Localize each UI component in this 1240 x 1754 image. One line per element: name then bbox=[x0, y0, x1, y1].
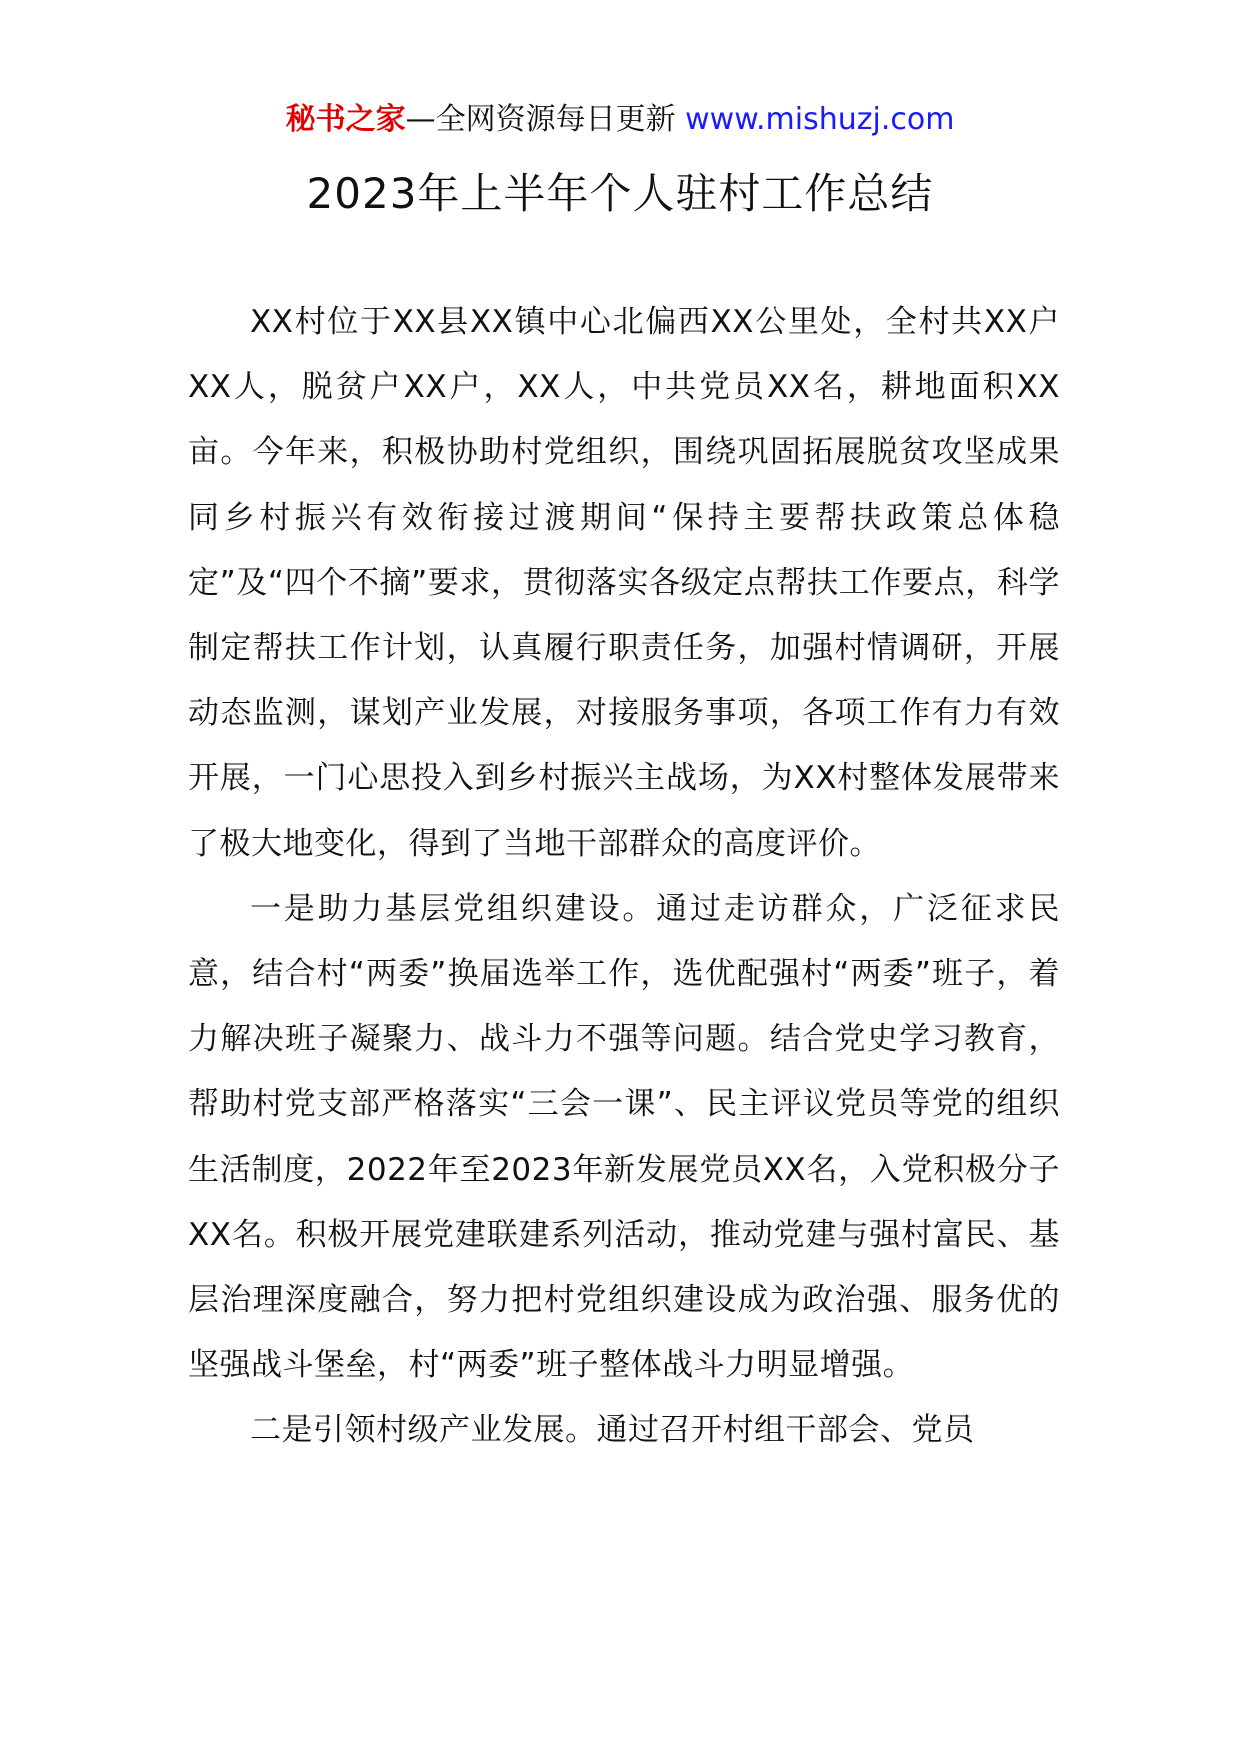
paragraph-intro: XX村位于XX县XX镇中心北偏西XX公里处，全村共XX户XX人，脱贫户XX户，XX人，中共党员XX名，耕地面积XX亩。今年来，积极协助村党组织，围绕巩固拓展脱贫攻坚成果同乡村振兴有效衔接过渡期间“保持主要帮扶政策总体稳定”及“四个不摘”要求，贯彻落实各级定点帮扶工作要点，科学制定帮扶工作计划，认真履行职责任务，加强村情调研，开展动态监测，谋划产业发展，对接服务事项，各项工作有力有效开展，一门心思投入到乡村振兴主战场，为XX村整体发展带来了极大地变化，得到了当地干部群众的高度评价。 bbox=[188, 304, 1060, 862]
paragraph-industry: 二是引领村级产业发展。通过召开村组干部会、党员 bbox=[250, 1412, 975, 1449]
document-title: 2023年上半年个人驻村工作总结 bbox=[306, 169, 934, 218]
paragraph-party-building: 一是助力基层党组织建设。通过走访群众，广泛征求民意，结合村“两委”换届选举工作，选优配强村“两委”班子，着力解决班子凝聚力、战斗力不强等问题。结合党史学习教育，帮助村党支部严格落实“三会一课”、民主评议党员等党的组织生活制度，2022年至2023年新发展党员XX名，入党积极分子XX名。积极开展党建联建系列活动，推动党建与强村富民、基层治理深度融合，努力把村党组织建设成为政治强、服务优的坚强战斗堡垒，村“两委”班子整体战斗力明显增强。 bbox=[188, 890, 1060, 1384]
site-url-link[interactable]: www.mishuzj.com bbox=[685, 102, 955, 137]
document-body bbox=[188, 290, 1060, 1464]
header-tagline: —全网资源每日更新 bbox=[405, 102, 686, 137]
site-header bbox=[0, 100, 1240, 140]
brand-name: 秘书之家 bbox=[285, 102, 406, 137]
